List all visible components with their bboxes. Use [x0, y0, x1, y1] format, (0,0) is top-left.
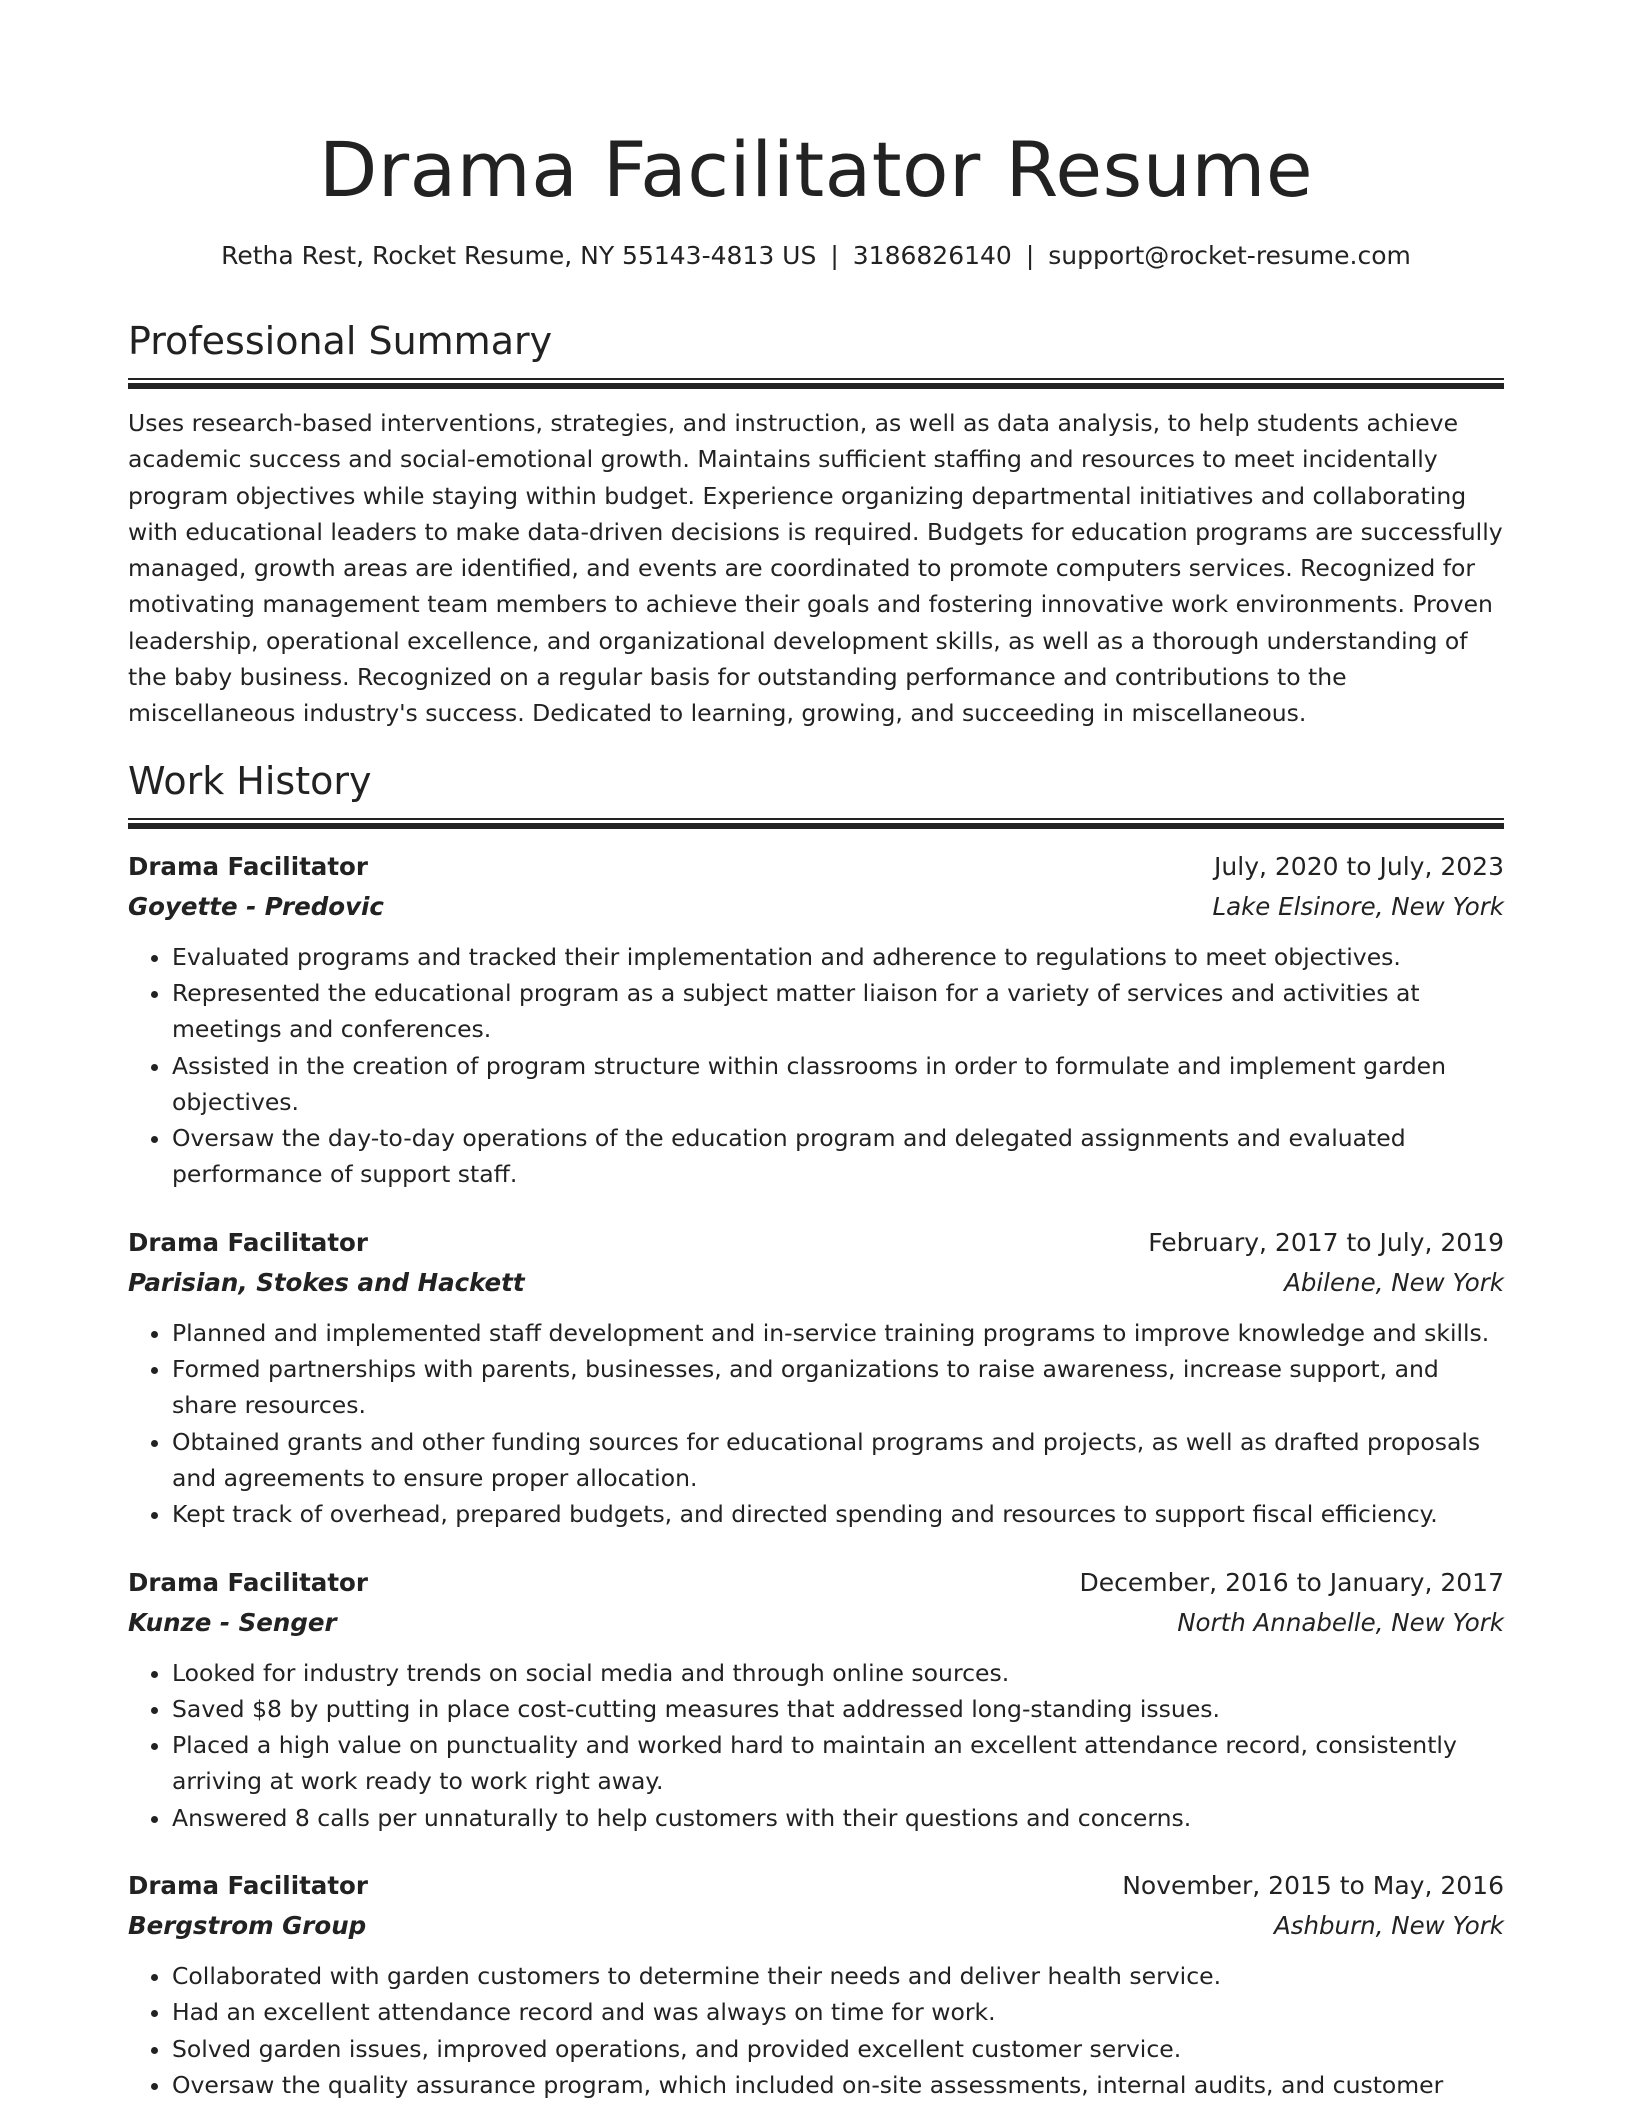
work-history-section [128, 756, 1504, 2104]
contact-line [128, 238, 1504, 274]
job-bullet: • Placed a high value on punctuality and worked hard to maintain an excellent attendance record, consistently arriving at work ready to work right away. [172, 1727, 1504, 1800]
job-bullets [128, 939, 1504, 1193]
job-company: Goyette - Predovic [128, 891, 384, 921]
resume-content [128, 120, 1504, 2103]
job-bullet: • Formed partnerships with parents, businesses, and organizations to raise awareness, increase support, and share resources. [172, 1351, 1504, 1424]
job-bullet: • Evaluated programs and tracked their implementation and adherence to regulations to meet objectives. [172, 939, 1504, 975]
contact-separator: | [830, 241, 839, 270]
job-bullet: • Planned and implemented staff development and in-service training programs to improve knowledge and skills. [172, 1315, 1504, 1351]
professional-summary-section [128, 316, 1504, 732]
job-location: Abilene, New York [1284, 1267, 1504, 1297]
job-bullets [128, 1315, 1504, 1533]
job-header [128, 1223, 1504, 1263]
job-entry [128, 1563, 1504, 1836]
job-entry [128, 1223, 1504, 1533]
job-title: Drama Facilitator [128, 1871, 368, 1901]
contact-phone: 3186826140 [852, 241, 1012, 270]
summary-text: Uses research-based interventions, strategies, and instruction, as well as data analysis, to help students achieve academic success and social-emotional growth. Maintains sufficient staffing and resources to meet incidentally program objectives while staying within budget. Experience organizing departmental initiatives and collaborating with educational leaders to make data-driven decisions is required. Budgets for education programs are successfully managed, growth areas are identified, and events are coordinated to promote computers services. Recognized for motivating management team members to achieve their goals and fostering innovative work environments. Proven leadership, operational excellence, and organizational development skills, as well as a thorough understanding of the baby business. Recognized on a regular basis for outstanding performance and contributions to the miscellaneous industry's success. Dedicated to learning, growing, and succeeding in miscellaneous. [128, 409, 1503, 728]
job-location: North Annabelle, New York [1177, 1607, 1504, 1637]
page-title: Drama Facilitator Resume [318, 125, 1314, 214]
job-bullet: • Oversaw the day-to-day operations of the education program and delegated assignments and evaluated performance of support staff. [172, 1120, 1504, 1193]
job-dates: February, 2017 to July, 2019 [1148, 1227, 1504, 1257]
contact-separator: | [1025, 241, 1035, 270]
job-bullet: • Answered 8 calls per unnaturally to help customers with their questions and concerns. [172, 1800, 1504, 1836]
job-bullet: • Represented the educational program as a subject matter liaison for a variety of services and activities at meetings and conferences. [172, 975, 1504, 1048]
job-entry [128, 847, 1504, 1193]
job-subheader [128, 1906, 1504, 1946]
job-entry [128, 1866, 1504, 2103]
section-divider [128, 378, 1504, 389]
job-bullet: • Assisted in the creation of program structure within classrooms in order to formulate and implement garden objectives. [172, 1048, 1504, 1121]
job-subheader [128, 887, 1504, 927]
job-dates: November, 2015 to May, 2016 [1122, 1871, 1504, 1901]
job-company: Bergstrom Group [128, 1911, 367, 1941]
job-bullet: • Collaborated with garden customers to determine their needs and deliver health service. [172, 1958, 1504, 1994]
job-company: Kunze - Senger [128, 1607, 337, 1637]
job-company: Parisian, Stokes and Hackett [128, 1267, 525, 1297]
section-heading: Work History [128, 758, 372, 803]
job-dates: July, 2020 to July, 2023 [1214, 851, 1504, 881]
job-bullet: • Obtained grants and other funding sources for educational programs and projects, as well as drafted proposals and agreements to ensure proper allocation. [172, 1424, 1504, 1497]
contact-email: support@rocket-resume.com [1048, 241, 1411, 270]
job-bullet: • Saved $8 by putting in place cost-cutting measures that addressed long-standing issues. [172, 1691, 1504, 1727]
job-subheader [128, 1263, 1504, 1303]
job-bullets [128, 1958, 1504, 2103]
job-header [128, 1866, 1504, 1906]
job-header [128, 1563, 1504, 1603]
job-bullet: • Had an excellent attendance record and was always on time for work. [172, 1994, 1504, 2030]
job-title: Drama Facilitator [128, 1567, 368, 1597]
job-subheader [128, 1603, 1504, 1643]
section-divider [128, 818, 1504, 829]
section-heading: Professional Summary [128, 319, 553, 363]
job-bullet: • Oversaw the quality assurance program, which included on-site assessments, internal audits, and customer [172, 2067, 1504, 2103]
job-location: Lake Elsinore, New York [1212, 891, 1504, 921]
contact-address: Retha Rest, Rocket Resume, NY 55143-4813 US [221, 241, 817, 270]
job-bullet: • Looked for industry trends on social media and through online sources. [172, 1655, 1504, 1691]
job-bullet: • Kept track of overhead, prepared budgets, and directed spending and resources to support fiscal efficiency. [172, 1496, 1504, 1532]
job-dates: December, 2016 to January, 2017 [1079, 1567, 1504, 1597]
job-title: Drama Facilitator [128, 1227, 368, 1257]
job-list [128, 847, 1504, 2104]
job-bullets [128, 1655, 1504, 1836]
job-bullet: • Solved garden issues, improved operations, and provided excellent customer service. [172, 2031, 1504, 2067]
job-location: Ashburn, New York [1273, 1911, 1504, 1941]
job-title: Drama Facilitator [128, 851, 368, 881]
job-header [128, 847, 1504, 887]
